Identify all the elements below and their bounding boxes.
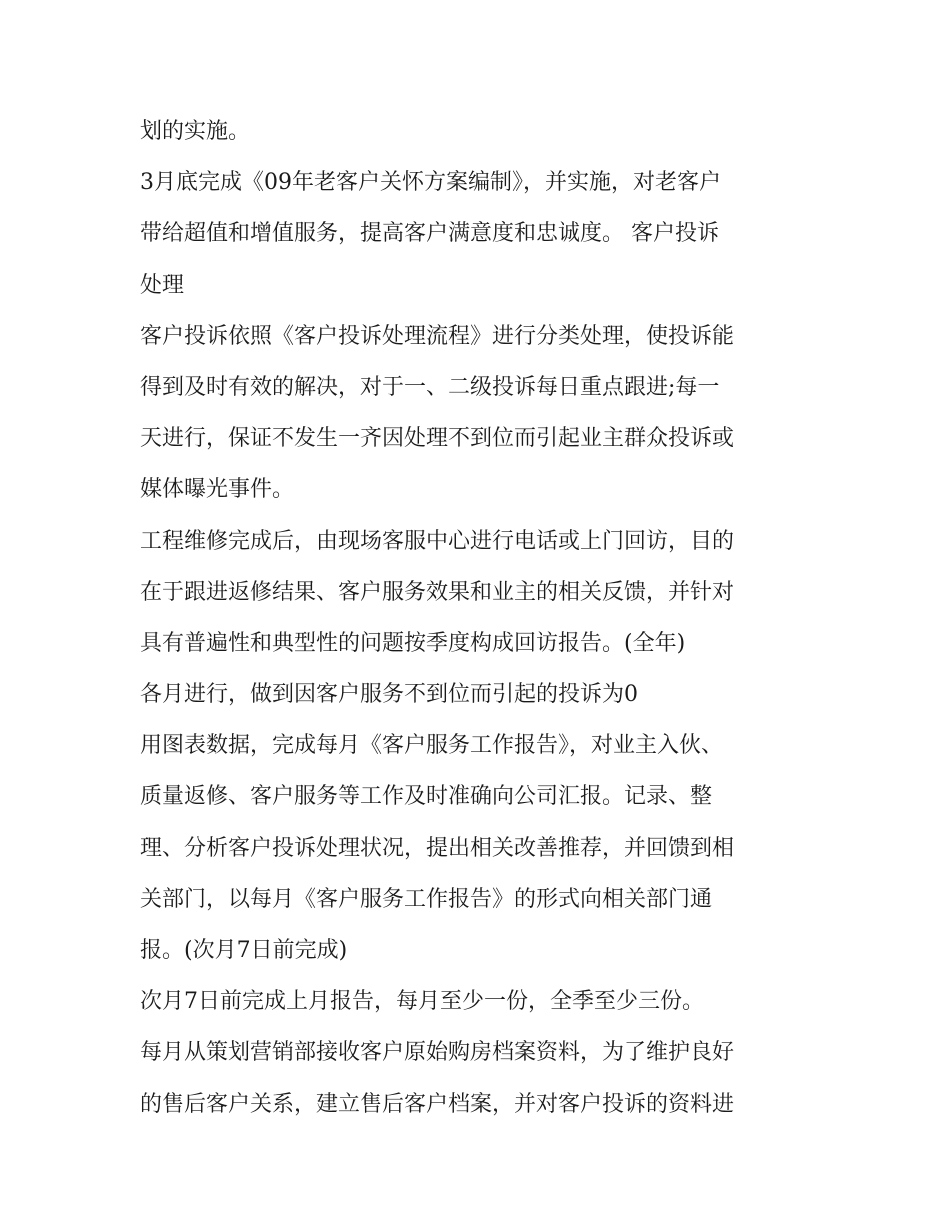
text-line: 处理: [140, 272, 185, 298]
text-line: 各月进行，做到因客户服务不到位而引起的投诉为0: [140, 682, 638, 708]
text-line: 天进行，保证不发生一齐因处理不到位而引起业主群众投诉或: [140, 426, 735, 452]
text-line: 划的实施。: [140, 119, 251, 144]
text-line: 质量返修、客户服务等工作及时准确向公司汇报。记录、整: [140, 784, 713, 810]
text-line: 报。(次月7日前完成): [140, 938, 348, 963]
text-line: 次月7日前完成上月报告，每月至少一份，全季至少三份。: [140, 989, 704, 1015]
text-line: 客户投诉依照《客户投诉处理流程》进行分类处理，使投诉能: [140, 323, 735, 349]
text-line: 用图表数据，完成每月《客户服务工作报告》，对业主入伙、: [140, 733, 724, 759]
text-line: 理、分析客户投诉处理状况，提出相关改善推荐，并回馈到相: [140, 835, 735, 861]
text-line: 的售后客户关系，建立售后客户档案，并对客户投诉的资料进: [140, 1091, 735, 1117]
text-line: 工程维修完成后，由现场客服中心进行电话或上门回访，目的: [140, 528, 735, 554]
text-line: 得到及时有效的解决，对于一、二级投诉每日重点跟进;每一: [140, 374, 720, 400]
text-line: 带给超值和增值服务，提高客户满意度和忠诚度。 客户投诉: [140, 221, 719, 247]
body-text: [140, 106, 820, 1130]
text-line: 每月从策划营销部接收客户原始购房档案资料，为了维护良好: [140, 1040, 735, 1066]
text-line: 关部门，以每月《客户服务工作报告》的形式向相关部门通: [140, 886, 713, 912]
text-line: 媒体曝光事件。: [140, 477, 295, 503]
text-line: 具有普遍性和典型性的问题按季度构成回访报告。(全年): [140, 630, 686, 656]
text-line: 3月底完成《09年老客户关怀方案编制》，并实施，对老客户: [140, 170, 721, 196]
text-line: 在于跟进返修结果、客户服务效果和业主的相关反馈，并针对: [140, 579, 735, 605]
